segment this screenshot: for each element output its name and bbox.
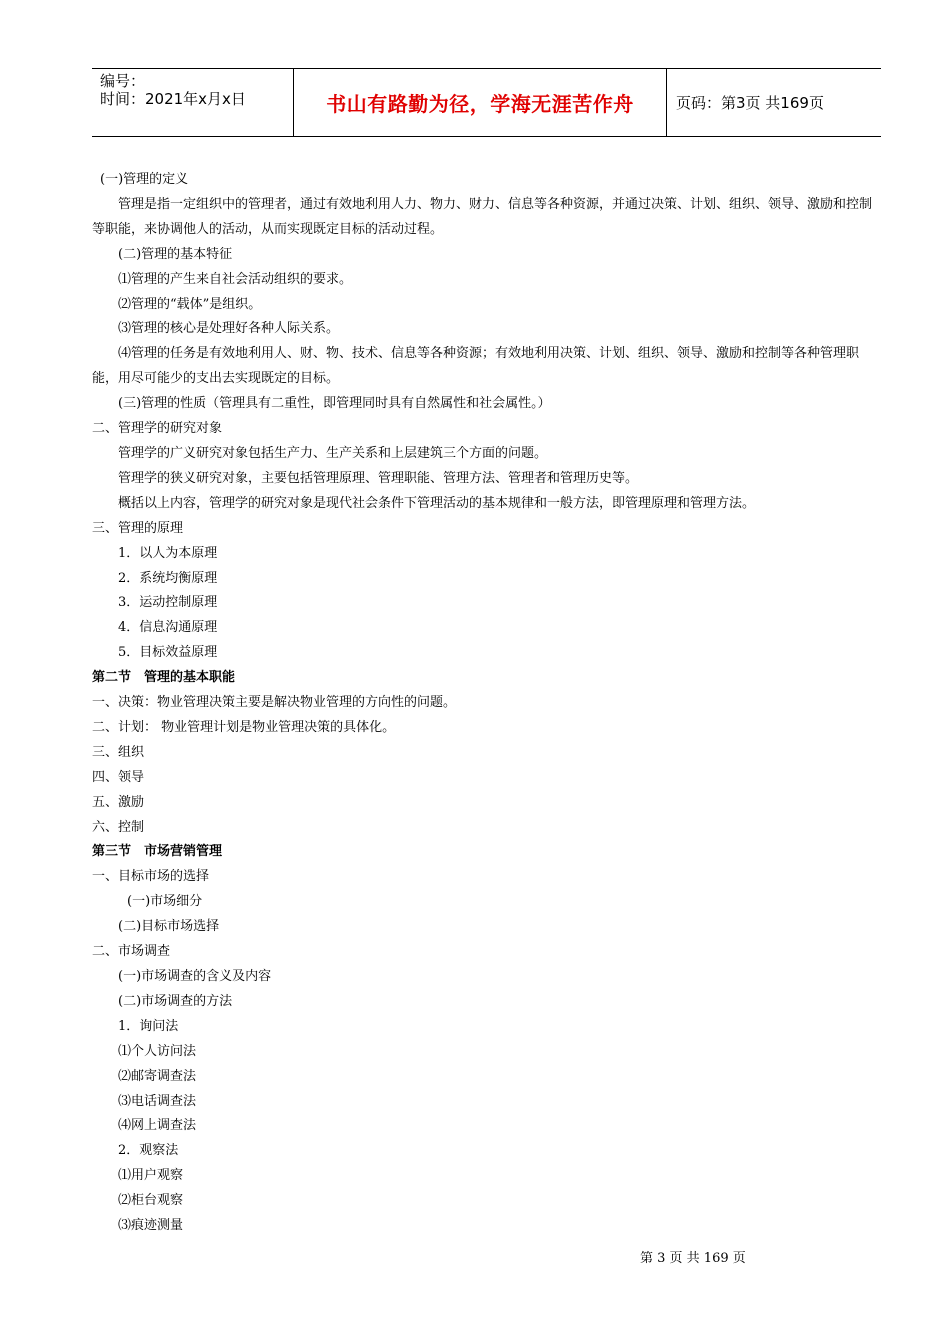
text-line: (一)市场调查的含义及内容 <box>118 969 272 984</box>
text-line: 5．目标效益原理 <box>118 645 218 661</box>
document-body <box>92 168 882 1239</box>
text-line: 三、组织 <box>92 744 145 760</box>
header-page-info: 页码：第3页 共169页 <box>676 94 824 112</box>
header-motto: 书山有路勤为径，学海无涯苦作舟 <box>293 69 667 136</box>
text-line: ⑷网上调查法 <box>118 1118 197 1134</box>
text-line: (三)管理的性质（管理具有二重性，即管理同时具有自然属性和社会属性。） <box>118 396 551 412</box>
text-line: ⑶电话调查法 <box>118 1093 197 1109</box>
text-line: 3．运动控制原理 <box>118 595 218 611</box>
text-line: ⑵管理的“载体”是组织。 <box>118 296 262 312</box>
text-line: 一、决策：物业管理决策主要是解决物业管理的方向性的问题。 <box>92 695 457 711</box>
text-line: 三、管理的原理 <box>92 520 184 536</box>
text-line: 二、管理学的研究对象 <box>92 421 223 437</box>
text-line: (二)管理的基本特征 <box>118 246 233 262</box>
text-line: ⑶痕迹测量 <box>118 1218 184 1234</box>
text-line: ⑴个人访问法 <box>118 1043 197 1059</box>
text-line: 2．系统均衡原理 <box>118 570 218 586</box>
text-line: 二、计划： 物业管理计划是物业管理决策的具体化。 <box>92 719 396 735</box>
text-line: 管理学的广义研究对象包括生产力、生产关系和上层建筑三个方面的问题。 <box>118 445 548 461</box>
page-header <box>92 68 881 137</box>
header-meta-cell <box>92 69 293 136</box>
text-line: 1．询问法 <box>118 1018 179 1034</box>
text-line: ⑴管理的产生来自社会活动组织的要求。 <box>118 271 353 287</box>
page-footer: 第 3 页 共 169 页 <box>640 1251 746 1266</box>
text-line: 管理是指一定组织中的管理者，通过有效地利用人力、物力、财力、信息等各种资源，并通过决策、计划、组织、领导、激励和控制等职能，来协调他人的活动，从而实现既定目标的活动过程。 <box>92 196 873 237</box>
text-line: 2．观察法 <box>118 1143 179 1159</box>
text-line: 六、控制 <box>92 819 145 835</box>
text-line: ⑵柜台观察 <box>118 1193 184 1209</box>
text-line: (二)市场调查的方法 <box>118 993 233 1009</box>
text-line: (一)市场细分 <box>127 894 203 910</box>
text-line: 四、领导 <box>92 769 145 785</box>
text-line: ⑷管理的任务是有效地利用人、财、物、技术、信息等各种资源；有效地利用决策、计划、组织、领导、激励和控制等各种管理职能，用尽可能少的支出去实现既定的目标。 <box>92 346 860 387</box>
text-line: 五、激励 <box>92 794 145 810</box>
text-line: 1．以人为本原理 <box>118 545 218 561</box>
header-time-label: 时间：2021年x月x日 <box>100 90 246 108</box>
text-line: (一)管理的定义 <box>100 172 189 187</box>
text-line: 二、市场调查 <box>92 944 171 960</box>
text-line: 概括以上内容，管理学的研究对象是现代社会条件下管理活动的基本规律和一般方法，即管理原理和管理方法。 <box>118 495 756 511</box>
text-line: 管理学的狭义研究对象，主要包括管理原理、管理职能、管理方法、管理者和管理历史等。 <box>118 470 639 486</box>
text-line: ⑵邮寄调查法 <box>118 1068 197 1084</box>
section-heading: 第二节 管理的基本职能 <box>92 670 236 686</box>
text-line: ⑴用户观察 <box>118 1168 184 1184</box>
text-line: (二)目标市场选择 <box>118 919 220 935</box>
header-number-label: 编号： <box>100 72 146 90</box>
text-line: 一、目标市场的选择 <box>92 869 210 885</box>
section-heading: 第三节 市场营销管理 <box>92 844 223 860</box>
text-line: 4．信息沟通原理 <box>118 620 218 636</box>
text-line: ⑶管理的核心是处理好各种人际关系。 <box>118 321 340 337</box>
